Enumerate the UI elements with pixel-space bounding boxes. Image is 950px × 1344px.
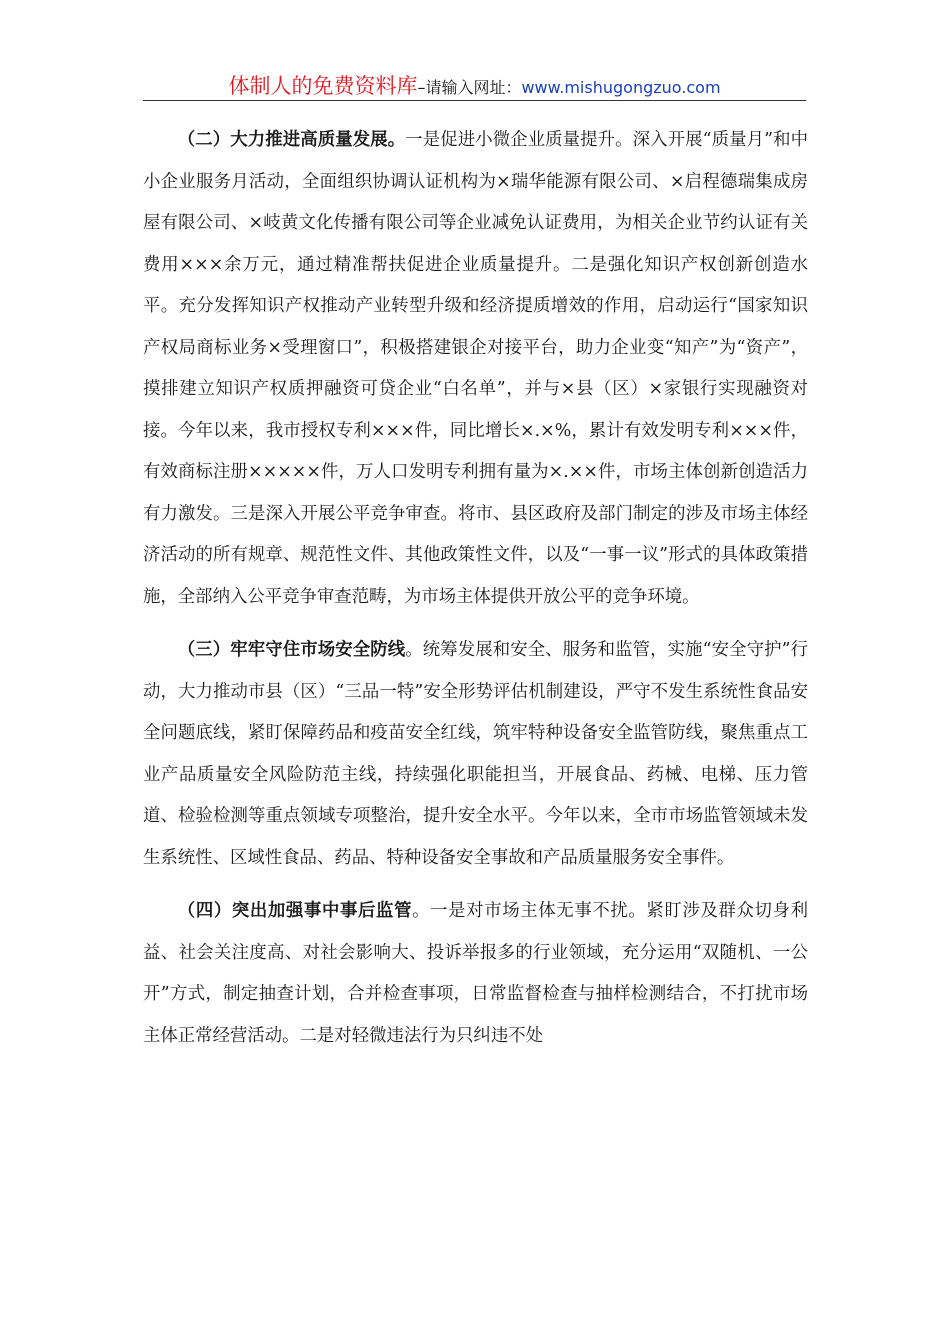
paragraph-section-2 xyxy=(143,120,808,618)
paragraph-section-3 xyxy=(143,630,808,879)
site-brand: 体制人的免费资料库 xyxy=(228,74,418,98)
site-header xyxy=(143,70,806,101)
section-heading: （四）突出加强事中事后监管 xyxy=(177,901,413,921)
paragraph-text: 。一是对市场主体无事不扰。紧盯涉及群众切身利益、社会关注度高、对社会影响大、投诉举报多的行业领域，充分运用“双随机、一公开”方式，制定抽查计划，合并检查事项，日常监督检查与抽样检测结合，不打扰市场主体正常经营活动。二是对轻微违法行为只纠违不处 xyxy=(143,901,808,1046)
section-heading: （三）牢牢守住市场安全防线 xyxy=(177,640,406,660)
url-prompt: –请输入网址： xyxy=(417,78,522,97)
document-body xyxy=(143,120,808,1069)
paragraph-section-4 xyxy=(143,891,808,1057)
site-url-link[interactable]: www.mishugongzuo.com xyxy=(521,78,721,97)
section-heading: （二）大力推进高质量发展。 xyxy=(177,130,406,150)
paragraph-text: 一是促进小微企业质量提升。深入开展“质量月”和中小企业服务月活动，全面组织协调认证机构为×瑞华能源有限公司、×启程德瑞集成房屋有限公司、×岐黄文化传播有限公司等企业减免认证费用，为相关企业节约认证有关费用×××余万元，通过精准帮扶促进企业质量提升。二是强化知识产权创新创造水平。充分发挥知识产权推动产业转型升级和经济提质增效的作用，启动运行“国家知识产权局商标业务×受理窗口”，积极搭建银企对接平台，助力企业变“知产”为“资产”，摸排建立知识产权质押融资可贷企业“白名单”，并与×县（区）×家银行实现融资对接。今年以来，我市授权专利×××件，同比增长×.×%，累计有效发明专利×××件，有效商标注册×××××件，万人口发明专利拥有量为×.××件，市场主体创新创造活力有力激发。三是深入开展公平竞争审查。将市、县区政府及部门制定的涉及市场主体经济活动的所有规章、规范性文件、其他政策性文件，以及“一事一议”形式的具体政策措施，全部纳入公平竞争审查范畴，为市场主体提供开放公平的竞争环境。 xyxy=(143,130,808,607)
paragraph-text: 。统筹发展和安全、服务和监管，实施“安全守护”行动，大力推动市县（区）“三品一特”安全形势评估机制建设，严守不发生系统性食品安全问题底线，紧盯保障药品和疫苗安全红线，筑牢特种设备安全监管防线，聚焦重点工业产品质量安全风险防范主线，持续强化职能担当，开展食品、药械、电梯、压力管道、检验检测等重点领域专项整治，提升安全水平。今年以来，全市市场监管领域未发生系统性、区域性食品、药品、特种设备安全事故和产品质量服务安全事件。 xyxy=(143,640,808,868)
